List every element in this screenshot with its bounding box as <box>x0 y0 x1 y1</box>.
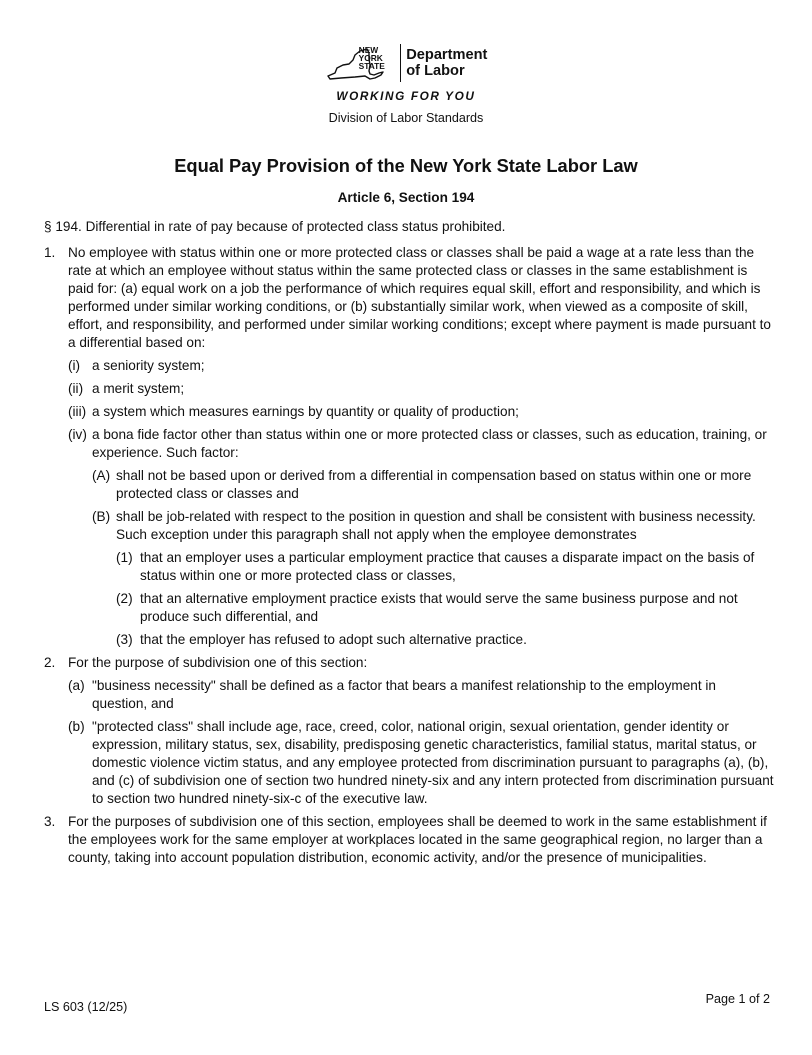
item-text: a bona fide factor other than status within one or more protected class or classes, such as education, training, or experience. Such factor: <box>92 427 767 460</box>
item-number: (A) <box>92 468 111 483</box>
section-heading: § 194. Differential in rate of pay because of protected class status prohibited. <box>44 219 506 234</box>
item-text: a system which measures earnings by quantity or quality of production; <box>92 404 519 419</box>
item-number: (ii) <box>68 381 84 396</box>
paragraph-a <box>68 677 774 713</box>
item-number: (2) <box>116 591 133 606</box>
item-number: 3. <box>44 814 56 829</box>
item-text: No employee with status within one or more protected class or classes shall be paid a wage at a rate less than the rate at which an employee without status within the same protected class or classes in the same establishment is paid for: (a) equal work on a job the performance of which requires equal skill, effort and responsibility, and which is performed under similar working conditions, or (b) substantially similar work, when viewed as a composite of skill, effort, and responsibility, and performed under similar working conditions; except where payment is made pursuant to a differential based on: <box>68 245 771 350</box>
subparagraph-A <box>92 467 774 503</box>
item-text: "protected class" shall include age, race, creed, color, national origin, sexual orientation, gender identity or expression, military status, sex, disability, predisposing genetic characteristics, familial status, marital status, or domestic violence victim status, and any employee protected from discrimination pursuant to paragraphs (a), (b), and (c) of subdivision one of section two hundred ninety-six and any intern protected from discrimination pursuant to section two hundred ninety-six-c of the executive law. <box>92 719 774 806</box>
item-text: a seniority system; <box>92 358 205 373</box>
subparagraph-B <box>92 508 774 544</box>
item-text: that an employer uses a particular employment practice that causes a disparate impact on the basis of status within one or more protected class or classes, <box>140 550 755 583</box>
new-york-state-map-icon <box>325 43 397 83</box>
clause-3 <box>116 631 774 649</box>
item-text: shall be job-related with respect to the position in question and shall be consistent with business necessity. Such exception under this paragraph shall not apply when the employee demonstrates <box>116 509 756 542</box>
nys-dol-logo <box>0 42 812 84</box>
item-text: shall not be based upon or derived from a differential in compensation based on status within one or more protected class or classes and <box>116 468 752 501</box>
item-text: a merit system; <box>92 381 185 396</box>
form-id: LS 603 (12/25) <box>44 1000 128 1014</box>
clause-1 <box>116 549 774 585</box>
page-number: Page 1 of 2 <box>705 992 770 1006</box>
item-number: (3) <box>116 632 133 647</box>
paragraph-ii <box>68 380 774 398</box>
paragraph-iii <box>68 403 774 421</box>
item-text: that the employer has refused to adopt such alternative practice. <box>140 632 527 647</box>
paragraph-b <box>68 718 774 808</box>
subdivision-2 <box>44 654 774 672</box>
item-number: (a) <box>68 678 85 693</box>
document-title: Equal Pay Provision of the New York State Labor Law <box>174 155 638 176</box>
subdivision-1 <box>44 244 774 352</box>
document-subtitle: Article 6, Section 194 <box>337 190 475 205</box>
item-number: 2. <box>44 655 56 670</box>
item-number: (1) <box>116 550 133 565</box>
paragraph-i <box>68 357 774 375</box>
clause-2 <box>116 590 774 626</box>
letterhead <box>0 42 812 127</box>
item-text: "business necessity" shall be defined as a factor that bears a manifest relationship to the employment in question, and <box>92 678 716 711</box>
item-text: For the purposes of subdivision one of this section, employees shall be deemed to work in the same establishment if the employees work for the same employer at workplaces located in the same geographical region, no larger than a county, taking into account population distribution, economic activity, and/or the presence of municipalities. <box>68 814 767 865</box>
subdivision-3 <box>44 813 774 867</box>
division-name: Division of Labor Standards <box>328 111 484 125</box>
item-text: For the purpose of subdivision one of this section: <box>68 655 368 670</box>
item-number: 1. <box>44 245 56 260</box>
item-text: that an alternative employment practice exists that would serve the same business purpose and not produce such differential, and <box>140 591 738 624</box>
item-number: (i) <box>68 358 81 373</box>
motto: WORKING FOR YOU <box>336 89 476 103</box>
item-number: (B) <box>92 509 111 524</box>
logo-department-text: Department of Labor <box>406 47 488 79</box>
logo-state-text: NEW YORK STATE <box>358 45 385 71</box>
paragraph-iv <box>68 426 774 462</box>
item-number: (iv) <box>68 427 87 442</box>
document-body <box>44 244 774 867</box>
item-number: (iii) <box>68 404 87 419</box>
logo-divider <box>400 44 402 82</box>
item-number: (b) <box>68 719 85 734</box>
